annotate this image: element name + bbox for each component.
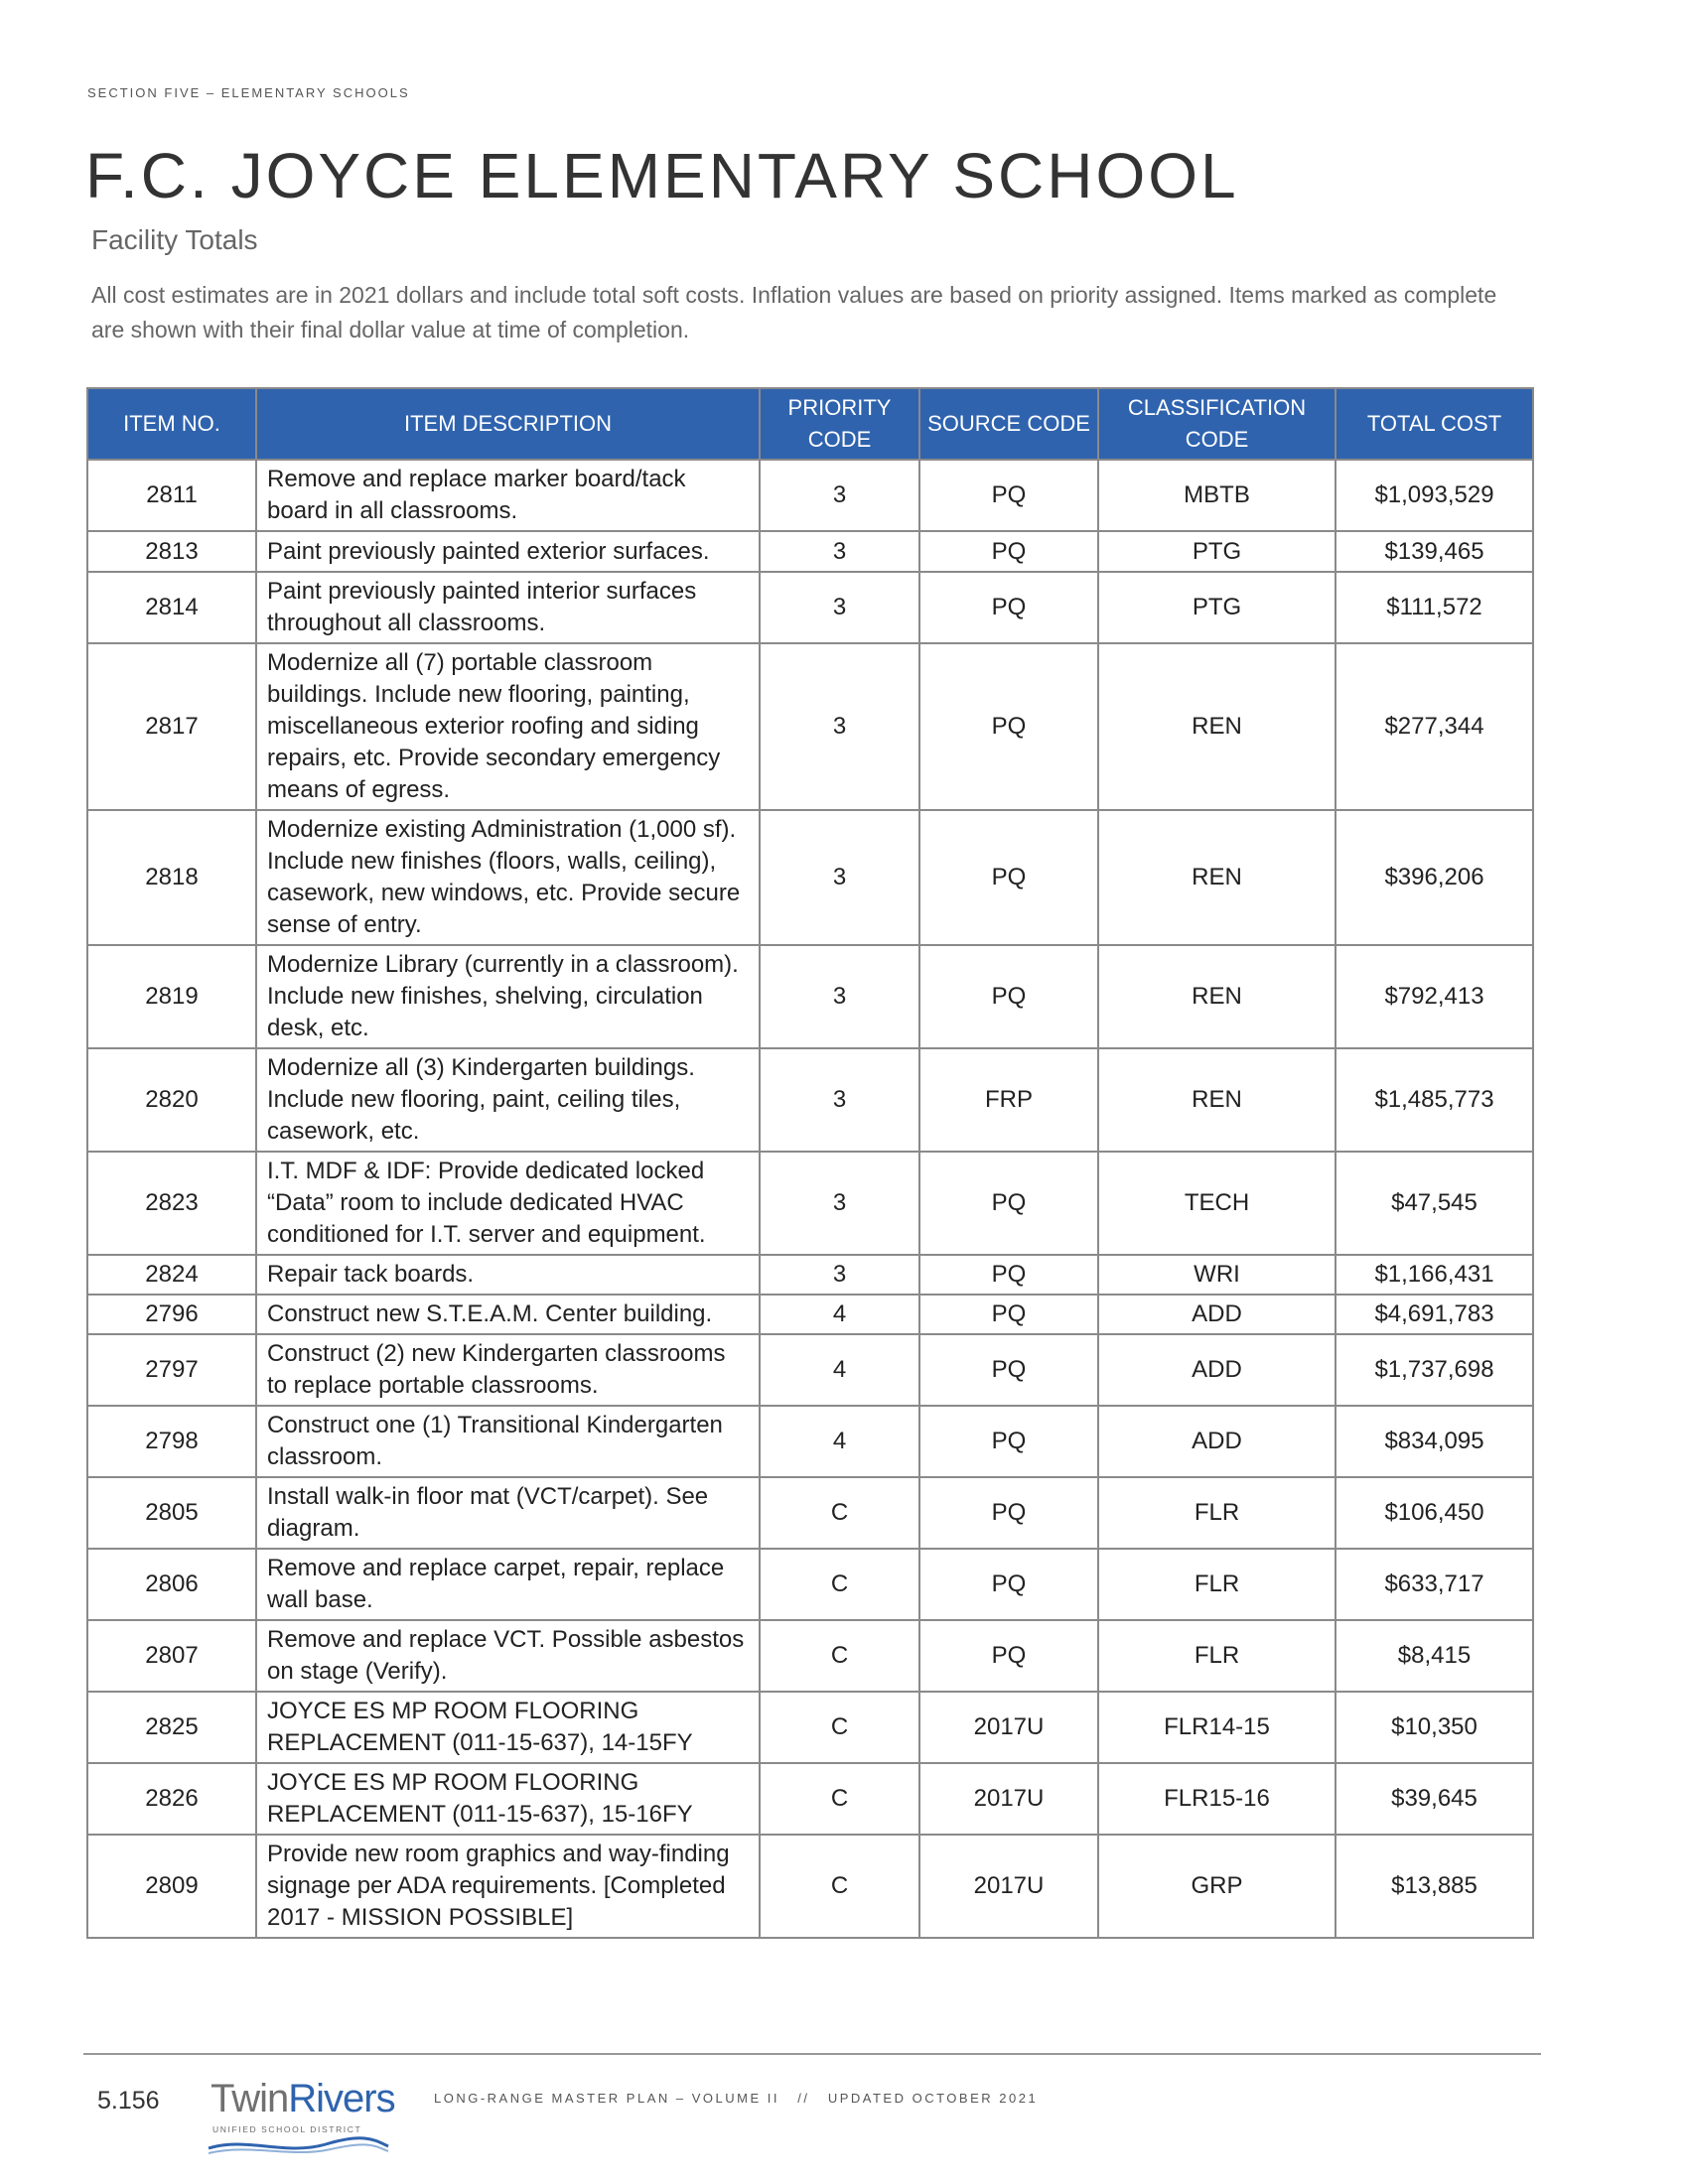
total-cost: $47,545 bbox=[1336, 1152, 1533, 1255]
classification-code: FLR bbox=[1098, 1620, 1336, 1692]
item-no: 2819 bbox=[87, 945, 256, 1048]
table-row bbox=[87, 460, 1533, 531]
total-cost: $106,450 bbox=[1336, 1477, 1533, 1549]
header-item-no: ITEM NO. bbox=[87, 388, 256, 460]
item-no: 2824 bbox=[87, 1255, 256, 1295]
total-cost: $396,206 bbox=[1336, 810, 1533, 945]
classification-code: FLR bbox=[1098, 1549, 1336, 1620]
table-row bbox=[87, 1549, 1533, 1620]
item-no: 2807 bbox=[87, 1620, 256, 1692]
footer-divider bbox=[83, 2053, 1541, 2055]
classification-code: ADD bbox=[1098, 1334, 1336, 1406]
source-code: PQ bbox=[919, 945, 1098, 1048]
table-row bbox=[87, 1477, 1533, 1549]
item-description: Modernize Library (currently in a classroom). Include new finishes, shelving, circulation desk, etc. bbox=[256, 945, 760, 1048]
table-row bbox=[87, 1295, 1533, 1334]
classification-code: ADD bbox=[1098, 1295, 1336, 1334]
source-code: 2017U bbox=[919, 1692, 1098, 1763]
total-cost: $111,572 bbox=[1336, 572, 1533, 643]
total-cost: $4,691,783 bbox=[1336, 1295, 1533, 1334]
logo-twin: Twin bbox=[211, 2077, 289, 2120]
item-no: 2814 bbox=[87, 572, 256, 643]
classification-code: GRP bbox=[1098, 1835, 1336, 1938]
classification-code: REN bbox=[1098, 945, 1336, 1048]
table-row bbox=[87, 1406, 1533, 1477]
total-cost: $633,717 bbox=[1336, 1549, 1533, 1620]
source-code: PQ bbox=[919, 1620, 1098, 1692]
classification-code: MBTB bbox=[1098, 460, 1336, 531]
header-total-cost: TOTAL COST bbox=[1336, 388, 1533, 460]
classification-code: ADD bbox=[1098, 1406, 1336, 1477]
item-description: Remove and replace marker board/tack board in all classrooms. bbox=[256, 460, 760, 531]
item-description: Construct one (1) Transitional Kindergarten classroom. bbox=[256, 1406, 760, 1477]
item-description: Remove and replace VCT. Possible asbestos on stage (Verify). bbox=[256, 1620, 760, 1692]
priority-code: C bbox=[760, 1692, 919, 1763]
source-code: PQ bbox=[919, 1406, 1098, 1477]
item-no: 2796 bbox=[87, 1295, 256, 1334]
intro-paragraph: All cost estimates are in 2021 dollars and include total soft costs. Inflation values are based on priority assigned. Items marked as complete are shown with their final dollar value at time of completion. bbox=[91, 282, 1497, 342]
table-row bbox=[87, 1334, 1533, 1406]
classification-code: REN bbox=[1098, 1048, 1336, 1152]
footer-text: LONG-RANGE MASTER PLAN – VOLUME II // UPDATED OCTOBER 2021 bbox=[434, 2091, 1039, 2106]
priority-code: 3 bbox=[760, 810, 919, 945]
total-cost: $39,645 bbox=[1336, 1763, 1533, 1835]
logo-wordmark bbox=[211, 2077, 395, 2121]
total-cost: $1,485,773 bbox=[1336, 1048, 1533, 1152]
item-description: Paint previously painted interior surfaces throughout all classrooms. bbox=[256, 572, 760, 643]
total-cost: $792,413 bbox=[1336, 945, 1533, 1048]
classification-code: REN bbox=[1098, 810, 1336, 945]
priority-code: 3 bbox=[760, 1048, 919, 1152]
page-number: 5.156 bbox=[97, 2087, 160, 2115]
item-no: 2809 bbox=[87, 1835, 256, 1938]
source-code: PQ bbox=[919, 460, 1098, 531]
priority-code: C bbox=[760, 1620, 919, 1692]
item-description: Remove and replace carpet, repair, replace wall base. bbox=[256, 1549, 760, 1620]
source-code: PQ bbox=[919, 1549, 1098, 1620]
total-cost: $10,350 bbox=[1336, 1692, 1533, 1763]
item-no: 2825 bbox=[87, 1692, 256, 1763]
classification-code: PTG bbox=[1098, 531, 1336, 572]
table-row bbox=[87, 572, 1533, 643]
table-row bbox=[87, 531, 1533, 572]
priority-code: 3 bbox=[760, 460, 919, 531]
priority-code: C bbox=[760, 1549, 919, 1620]
section-label: SECTION FIVE – ELEMENTARY SCHOOLS bbox=[87, 85, 410, 100]
item-no: 2818 bbox=[87, 810, 256, 945]
header-source-code: SOURCE CODE bbox=[919, 388, 1098, 460]
header-priority-code: PRIORITY CODE bbox=[760, 388, 919, 460]
classification-code: PTG bbox=[1098, 572, 1336, 643]
source-code: FRP bbox=[919, 1048, 1098, 1152]
total-cost: $139,465 bbox=[1336, 531, 1533, 572]
source-code: 2017U bbox=[919, 1763, 1098, 1835]
item-description: Construct (2) new Kindergarten classrooms to replace portable classrooms. bbox=[256, 1334, 760, 1406]
table-row bbox=[87, 945, 1533, 1048]
classification-code: TECH bbox=[1098, 1152, 1336, 1255]
source-code: PQ bbox=[919, 1295, 1098, 1334]
river-wave-icon bbox=[207, 2134, 390, 2156]
table-row bbox=[87, 810, 1533, 945]
source-code: PQ bbox=[919, 810, 1098, 945]
cost-table bbox=[86, 387, 1534, 1939]
priority-code: 4 bbox=[760, 1334, 919, 1406]
subtitle: Facility Totals bbox=[91, 224, 258, 255]
item-no: 2797 bbox=[87, 1334, 256, 1406]
item-description: Install walk-in floor mat (VCT/carpet). See diagram. bbox=[256, 1477, 760, 1549]
table-row bbox=[87, 1835, 1533, 1938]
classification-code: FLR bbox=[1098, 1477, 1336, 1549]
item-no: 2813 bbox=[87, 531, 256, 572]
source-code: PQ bbox=[919, 643, 1098, 810]
item-description: Construct new S.T.E.A.M. Center building. bbox=[256, 1295, 760, 1334]
logo-rivers: Rivers bbox=[288, 2077, 395, 2120]
total-cost: $277,344 bbox=[1336, 643, 1533, 810]
header-item-description: ITEM DESCRIPTION bbox=[256, 388, 760, 460]
classification-code: WRI bbox=[1098, 1255, 1336, 1295]
item-description: Paint previously painted exterior surfaces. bbox=[256, 531, 760, 572]
twin-rivers-logo bbox=[207, 2077, 395, 2156]
source-code: PQ bbox=[919, 1255, 1098, 1295]
total-cost: $8,415 bbox=[1336, 1620, 1533, 1692]
item-description: Repair tack boards. bbox=[256, 1255, 760, 1295]
page-title: F.C. JOYCE ELEMENTARY SCHOOL bbox=[85, 140, 1239, 211]
item-no: 2817 bbox=[87, 643, 256, 810]
priority-code: C bbox=[760, 1477, 919, 1549]
item-no: 2806 bbox=[87, 1549, 256, 1620]
table-row bbox=[87, 1255, 1533, 1295]
source-code: PQ bbox=[919, 1152, 1098, 1255]
item-description: I.T. MDF & IDF: Provide dedicated locked “Data” room to include dedicated HVAC conditioned for I.T. server and equipment. bbox=[256, 1152, 760, 1255]
item-no: 2811 bbox=[87, 460, 256, 531]
item-description: Modernize existing Administration (1,000 sf). Include new finishes (floors, walls, ceiling), casework, new windows, etc. Provide secure sense of entry. bbox=[256, 810, 760, 945]
priority-code: 4 bbox=[760, 1295, 919, 1334]
priority-code: C bbox=[760, 1763, 919, 1835]
classification-code: REN bbox=[1098, 643, 1336, 810]
item-no: 2820 bbox=[87, 1048, 256, 1152]
item-description: Modernize all (7) portable classroom buildings. Include new flooring, painting, miscellaneous exterior roofing and siding repairs, etc. Provide secondary emergency means of egress. bbox=[256, 643, 760, 810]
classification-code: FLR15-16 bbox=[1098, 1763, 1336, 1835]
source-code: 2017U bbox=[919, 1835, 1098, 1938]
total-cost: $1,166,431 bbox=[1336, 1255, 1533, 1295]
table-row bbox=[87, 1763, 1533, 1835]
source-code: PQ bbox=[919, 1334, 1098, 1406]
logo-subtitle: UNIFIED SCHOOL DISTRICT bbox=[212, 2124, 362, 2134]
priority-code: 3 bbox=[760, 531, 919, 572]
source-code: PQ bbox=[919, 531, 1098, 572]
source-code: PQ bbox=[919, 1477, 1098, 1549]
priority-code: 4 bbox=[760, 1406, 919, 1477]
table-row bbox=[87, 643, 1533, 810]
item-no: 2826 bbox=[87, 1763, 256, 1835]
item-no: 2798 bbox=[87, 1406, 256, 1477]
table-row bbox=[87, 1692, 1533, 1763]
item-no: 2823 bbox=[87, 1152, 256, 1255]
priority-code: 3 bbox=[760, 1152, 919, 1255]
total-cost: $1,737,698 bbox=[1336, 1334, 1533, 1406]
classification-code: FLR14-15 bbox=[1098, 1692, 1336, 1763]
item-description: JOYCE ES MP ROOM FLOORING REPLACEMENT (011-15-637), 15-16FY bbox=[256, 1763, 760, 1835]
total-cost: $13,885 bbox=[1336, 1835, 1533, 1938]
table-row bbox=[87, 1152, 1533, 1255]
item-description: JOYCE ES MP ROOM FLOORING REPLACEMENT (011-15-637), 14-15FY bbox=[256, 1692, 760, 1763]
total-cost: $834,095 bbox=[1336, 1406, 1533, 1477]
priority-code: 3 bbox=[760, 643, 919, 810]
priority-code: 3 bbox=[760, 945, 919, 1048]
source-code: PQ bbox=[919, 572, 1098, 643]
total-cost: $1,093,529 bbox=[1336, 460, 1533, 531]
table-header-row bbox=[87, 388, 1533, 460]
item-no: 2805 bbox=[87, 1477, 256, 1549]
item-description: Provide new room graphics and way-finding signage per ADA requirements. [Completed 2017 - MISSION POSSIBLE] bbox=[256, 1835, 760, 1938]
priority-code: 3 bbox=[760, 572, 919, 643]
header-classification-code: CLASSIFICATION CODE bbox=[1098, 388, 1336, 460]
item-description: Modernize all (3) Kindergarten buildings. Include new flooring, paint, ceiling tiles, casework, etc. bbox=[256, 1048, 760, 1152]
priority-code: 3 bbox=[760, 1255, 919, 1295]
table-row bbox=[87, 1620, 1533, 1692]
priority-code: C bbox=[760, 1835, 919, 1938]
table-row bbox=[87, 1048, 1533, 1152]
